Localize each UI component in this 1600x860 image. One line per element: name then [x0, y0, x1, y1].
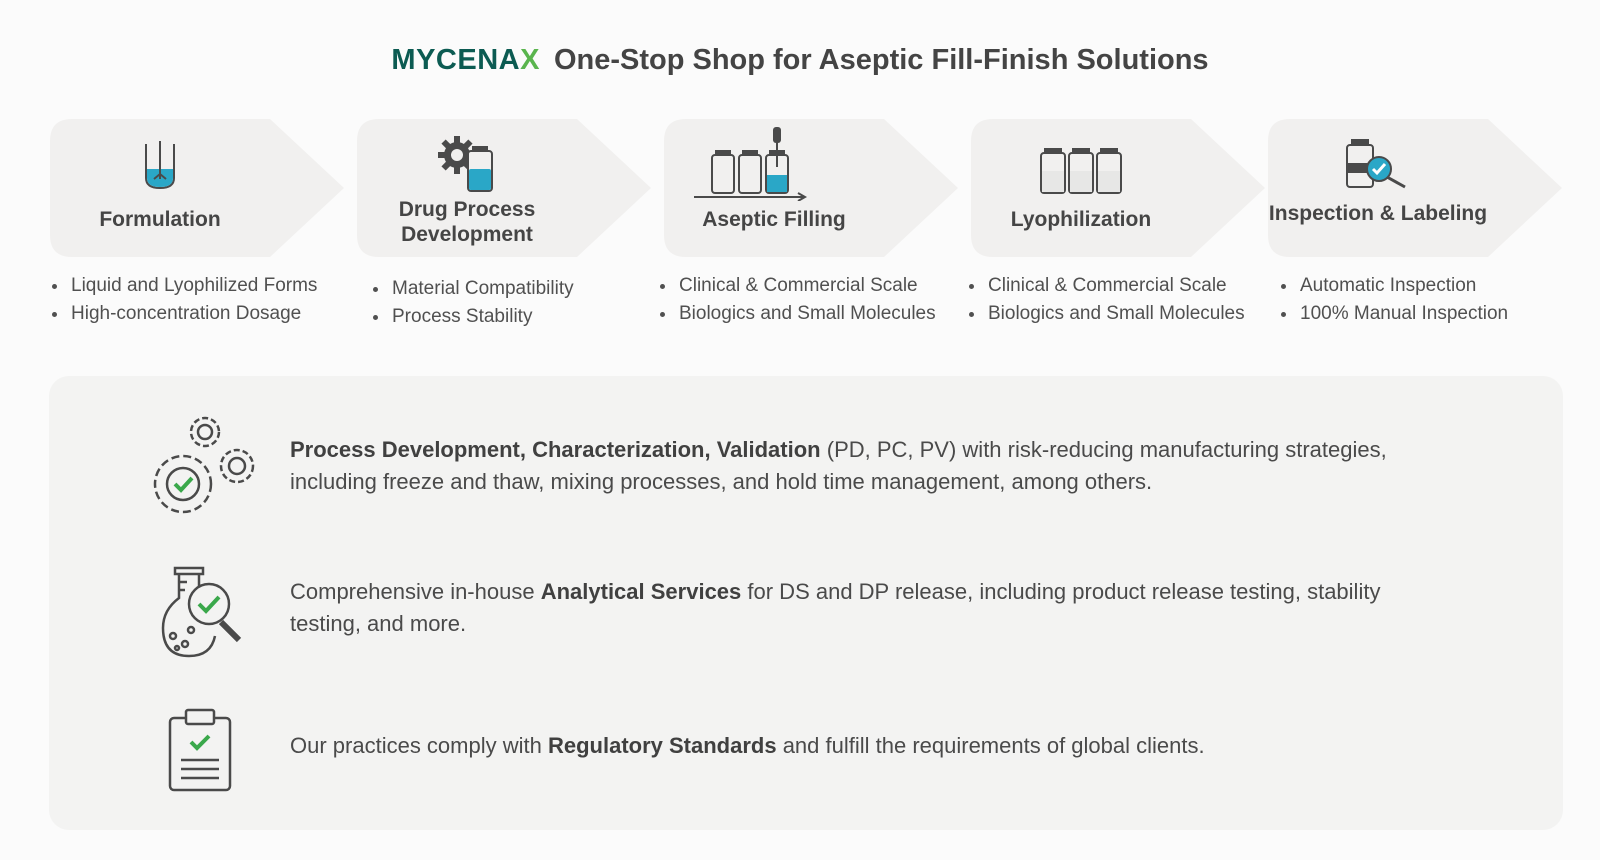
service-row-regulatory	[49, 700, 1563, 800]
service-row-analytical	[49, 566, 1563, 666]
list-item: • Automatic Inspection	[1298, 272, 1508, 300]
service-text: Process Development, Characterization, Validation (PD, PC, PV) with risk-reducing manufacturing strategies, including freeze and thaw, mixing processes, and hold time management, among others.	[290, 437, 1387, 494]
stage-bullets-lyophilization	[966, 272, 1245, 328]
gear-vial-icon	[357, 133, 577, 200]
list-item: • Clinical & Commercial Scale	[986, 272, 1245, 300]
stage-label: Lyophilization	[1010, 208, 1152, 231]
list-item: • Biologics and Small Molecules	[986, 300, 1245, 328]
services-panel	[49, 376, 1563, 830]
service-row-process-development	[49, 412, 1563, 522]
stage-drug-process-development	[357, 119, 657, 257]
inspection-icon	[1268, 139, 1488, 194]
stage-label: Aseptic Filling	[702, 208, 846, 231]
filling-line-icon	[694, 127, 914, 206]
gears-check-icon	[149, 412, 261, 525]
service-text: Our practices comply with Regulatory Standards and fulfill the requirements of global clients.	[290, 733, 1205, 758]
list-item: • Biologics and Small Molecules	[677, 300, 936, 328]
list-item: • High-concentration Dosage	[69, 300, 317, 328]
flask-magnifier-icon	[161, 566, 251, 665]
stage-label: Formulation	[99, 208, 221, 231]
stage-lyophilization	[971, 119, 1271, 257]
clipboard-check-icon	[167, 708, 233, 797]
stage-inspection-labeling	[1268, 119, 1568, 257]
stage-bullets-aseptic-filling	[657, 272, 936, 328]
service-highlight: Regulatory Standards	[547, 733, 777, 758]
list-item: • 100% Manual Inspection	[1298, 300, 1508, 328]
mycenax-logo: MYCENAX	[391, 44, 540, 76]
beaker-icon	[50, 141, 270, 196]
stage-label: Drug Process Development	[398, 198, 536, 246]
list-item: • Clinical & Commercial Scale	[677, 272, 936, 300]
service-highlight: Analytical Services	[540, 579, 742, 604]
list-item: • Material Compatibility	[390, 275, 574, 303]
stage-formulation	[50, 119, 350, 257]
stage-bullets-inspection	[1278, 272, 1508, 328]
service-text: Comprehensive in-house Analytical Services for DS and DP release, including product release testing, stability testing, and more.	[290, 579, 1381, 636]
stage-bullets-formulation	[49, 272, 317, 328]
title-text: One-Stop Shop for Aseptic Fill-Finish Solutions	[553, 44, 1209, 76]
service-highlight: Process Development, Characterization, Validation	[290, 437, 821, 462]
stage-aseptic-filling	[664, 119, 964, 257]
stage-bullets-drug-process	[370, 275, 574, 331]
page-title	[0, 44, 1600, 77]
list-item: • Liquid and Lyophilized Forms	[69, 272, 317, 300]
list-item: • Process Stability	[390, 303, 574, 331]
vials-icon	[971, 147, 1191, 200]
stage-label: Inspection & Labeling	[1268, 202, 1488, 225]
